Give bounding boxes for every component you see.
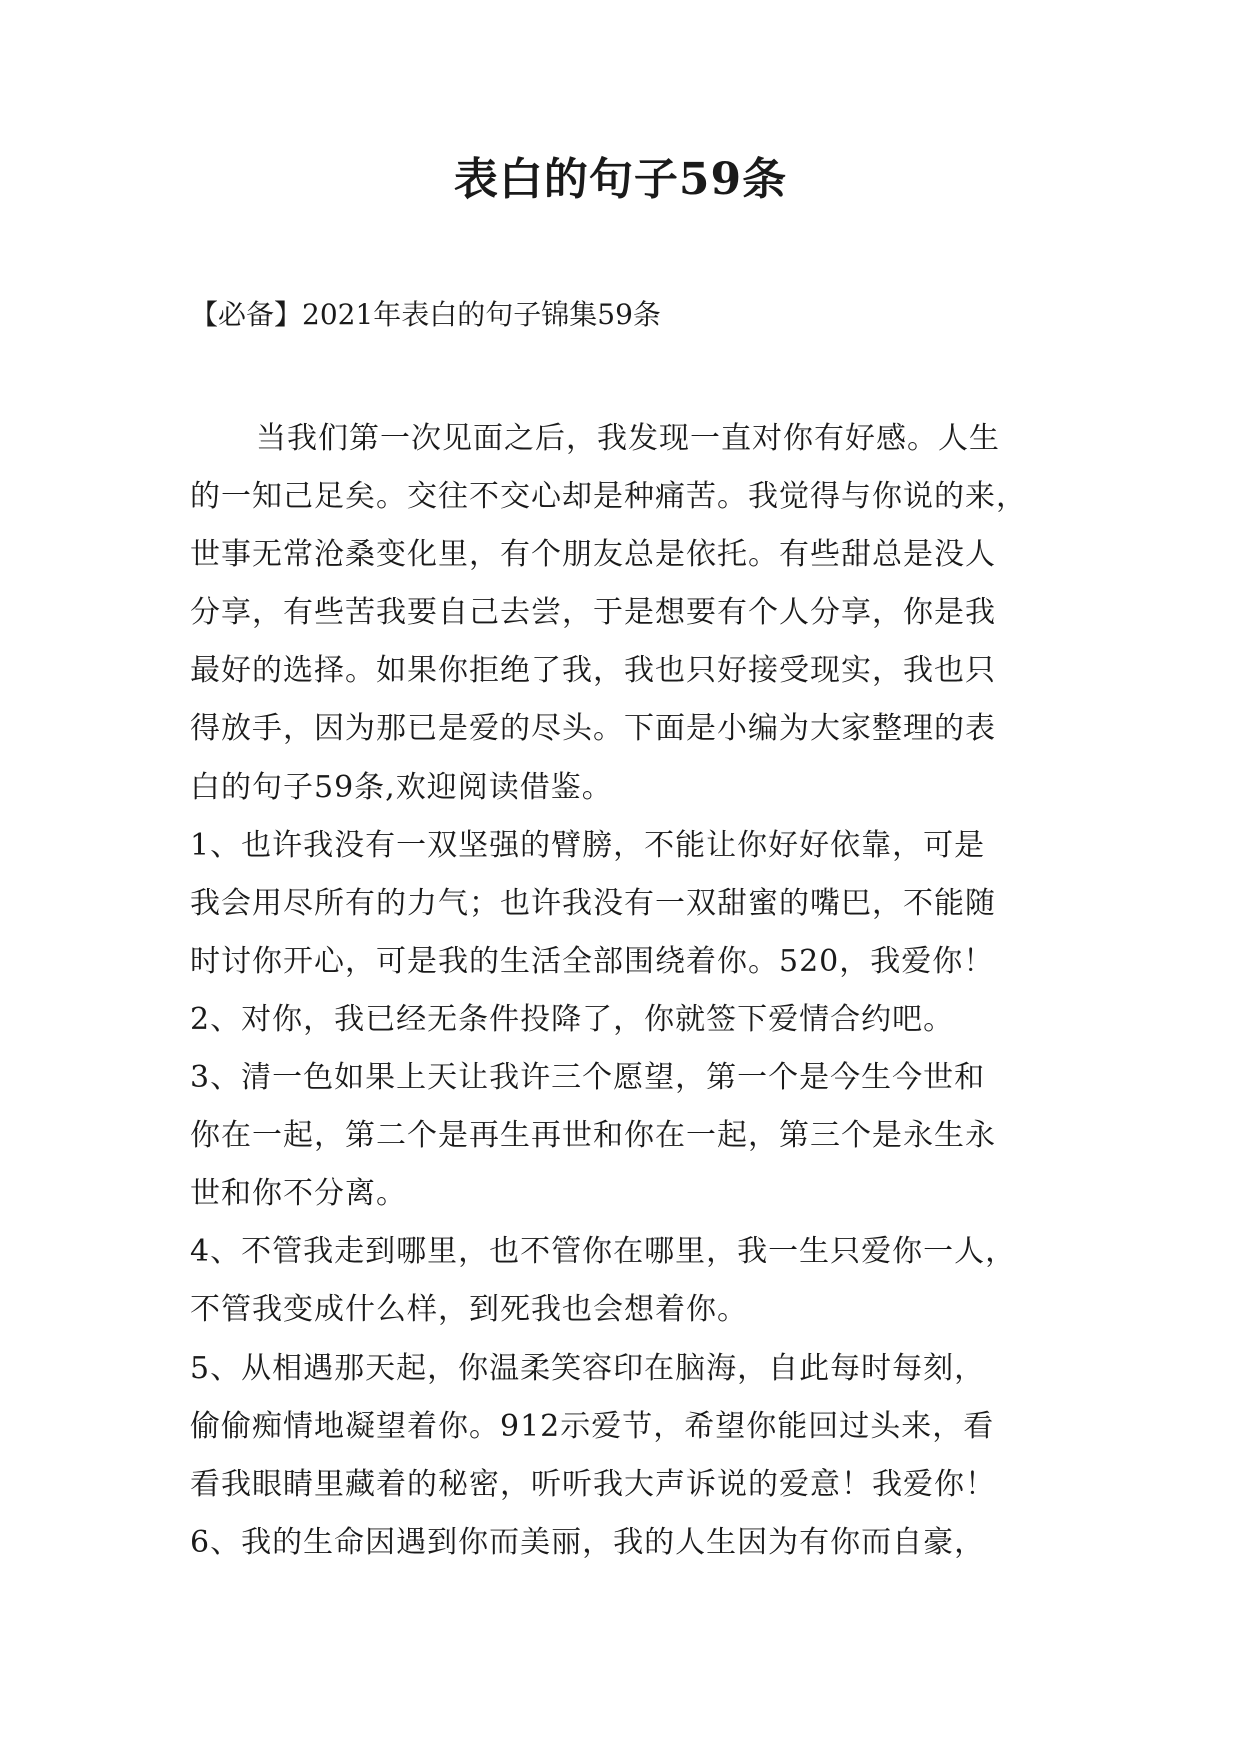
list-item-line: 1、也许我没有一双坚强的臂膀，不能让你好好依靠，可是 [190,827,986,863]
document-body [190,410,1070,1572]
paragraph-line: 得放手，因为那已是爱的尽头。下面是小编为大家整理的表 [190,711,996,747]
list-item-line: 不管我变成什么样，到死我也会想着你。 [190,1292,748,1328]
list-item-line: 2、对你，我已经无条件投降了，你就签下爱情合约吧。 [190,1001,955,1037]
list-item-line: 4、不管我走到哪里，也不管你在哪里，我一生只爱你一人， [190,1234,1017,1270]
document-subtitle: 【必备】2021年表白的句子锦集59条 [190,298,661,331]
list-item-line: 看我眼睛里藏着的秘密，听听我大声诉说的爱意！我爱你！ [190,1466,996,1502]
paragraph-line: 分享，有些苦我要自己去尝，于是想要有个人分享，你是我 [190,595,996,631]
list-item-line: 6、我的生命因遇到你而美丽，我的人生因为有你而自豪， [190,1524,986,1560]
list-item-line: 3、清一色如果上天让我许三个愿望，第一个是今生今世和 [190,1060,986,1096]
paragraph-line: 当我们第一次见面之后，我发现一直对你有好感。人生 [256,421,1000,456]
list-item-line: 5、从相遇那天起，你温柔笑容印在脑海，自此每时每刻， [190,1350,986,1386]
list-item-line: 偷偷痴情地凝望着你。912示爱节，希望你能回过头来，看 [190,1408,995,1444]
list-item-line: 你在一起，第二个是再生再世和你在一起，第三个是永生永 [190,1118,996,1154]
list-item-line: 世和你不分离。 [190,1176,407,1212]
paragraph-line: 白的句子59条,欢迎阅读借鉴。 [190,769,613,805]
document-title: 表白的句子59条 [453,154,788,205]
paragraph-line: 的一知己足矣。交往不交心却是种痛苦。我觉得与你说的来， [190,479,1027,515]
list-item-line: 时讨你开心，可是我的生活全部围绕着你。520，我爱你！ [190,943,995,979]
paragraph-line: 最好的选择。如果你拒绝了我，我也只好接受现实，我也只 [190,653,996,689]
paragraph-line: 世事无常沧桑变化里，有个朋友总是依托。有些甜总是没人 [190,537,996,573]
list-item-line: 我会用尽所有的力气；也许我没有一双甜蜜的嘴巴，不能随 [190,885,996,921]
